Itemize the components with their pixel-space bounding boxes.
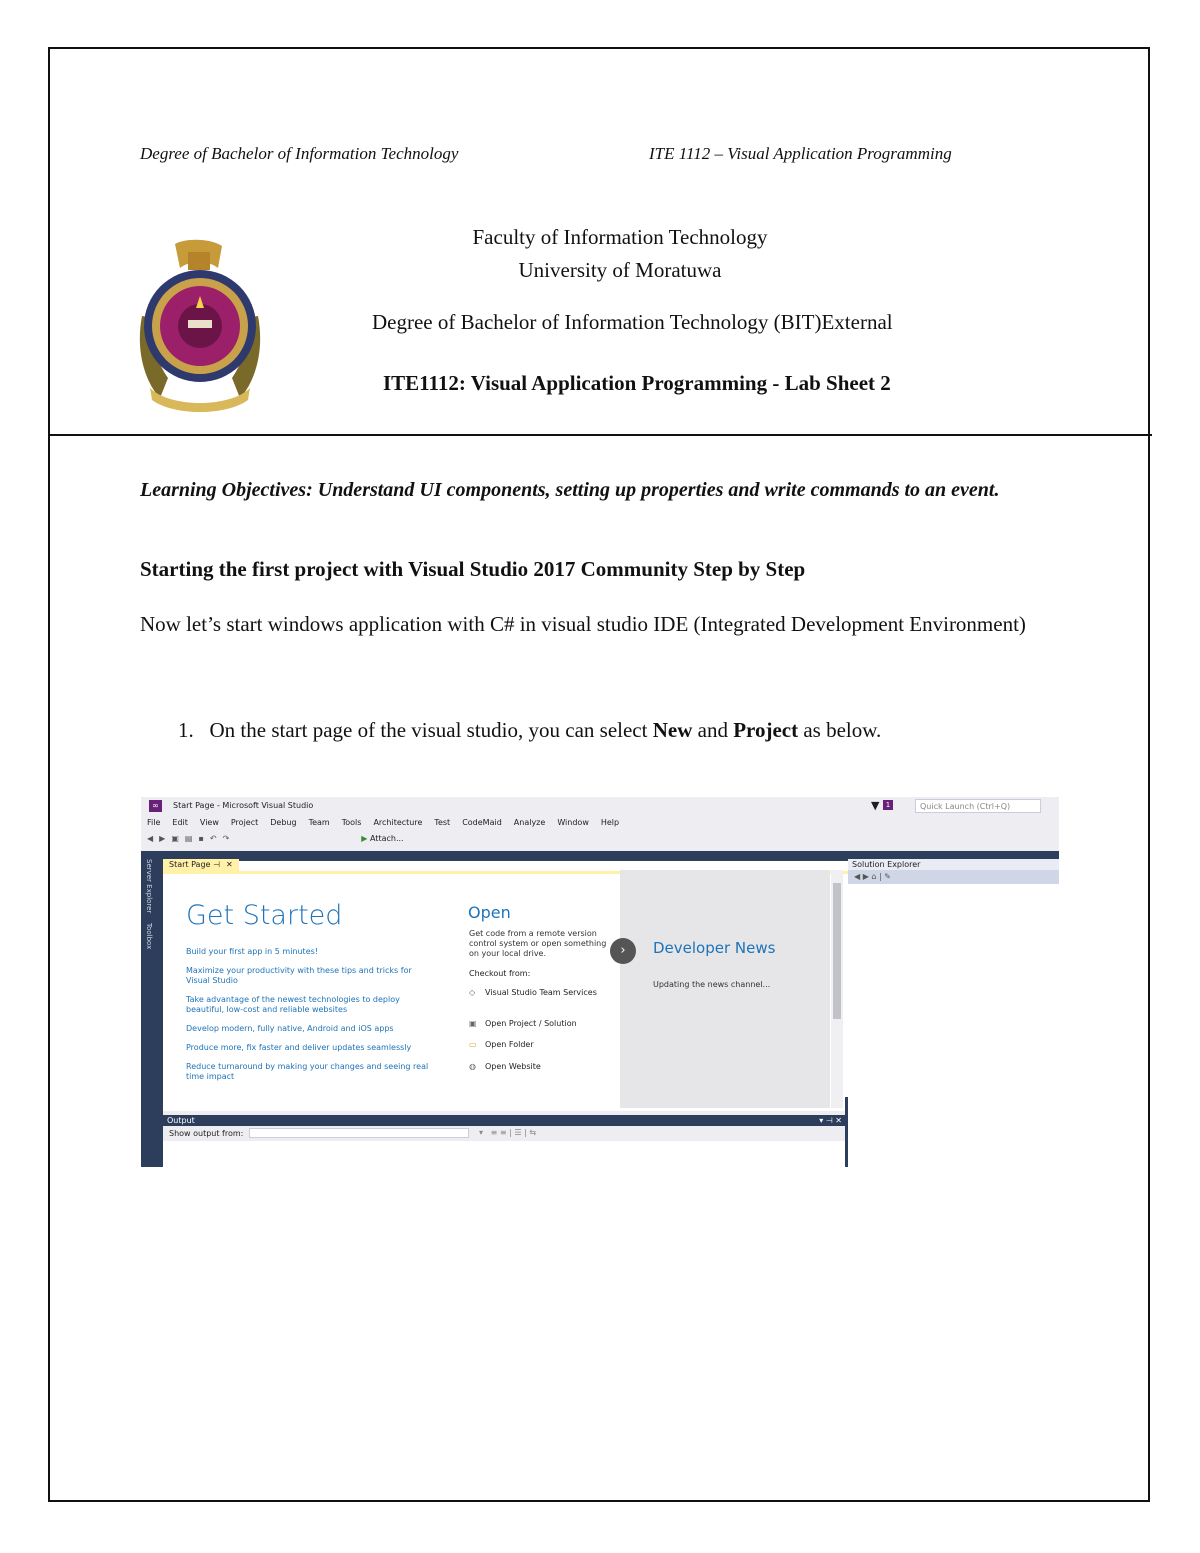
step-new: New (652, 718, 693, 742)
toolbox-tab[interactable]: Toolbox (145, 923, 153, 950)
open-item-label: Open Folder (485, 1040, 534, 1049)
university-name: University of Moratuwa (518, 258, 722, 282)
output-body (163, 1141, 848, 1167)
running-header-right: ITE 1112 – Visual Application Programming (649, 144, 952, 163)
notification-badge[interactable]: 1 (883, 800, 893, 810)
step-and: and (692, 718, 734, 742)
panel-splitter[interactable] (845, 1097, 848, 1167)
globe-icon: ◍ (469, 1062, 476, 1071)
output-window-controls[interactable]: ▾ ⊣ ✕ (819, 1116, 842, 1125)
gs-link[interactable]: Reduce turnaround by making your changes and seeing real time impact (186, 1062, 429, 1081)
forward-icon[interactable]: ▶ (159, 834, 166, 843)
filter-icon[interactable]: ▼ (871, 799, 880, 812)
learning-objectives: Learning Objectives: Understand UI components, setting up properties and write commands to an event. (140, 479, 1000, 501)
se-home-icon[interactable]: ⌂ (871, 872, 877, 881)
attach-button[interactable] (361, 834, 403, 848)
solution-explorer-body (848, 884, 1059, 1167)
vs-logo-icon: ∞ (149, 800, 162, 812)
menu-help[interactable]: Help (600, 818, 620, 827)
pin-icon[interactable]: ⊣ (213, 860, 220, 869)
get-started-title: Get Started (186, 900, 343, 931)
output-source-bar (163, 1126, 848, 1141)
developer-news-title: Developer News (653, 939, 776, 957)
open-item-project[interactable] (469, 1019, 577, 1028)
solution-explorer-toolbar: ◀ ▶ ⌂ | ✎ (848, 870, 1059, 884)
project-icon: ▣ (469, 1019, 477, 1028)
open-item-vsts[interactable] (469, 988, 597, 997)
expand-news-button[interactable]: › (610, 938, 636, 964)
step-text: On the start page of the visual studio, you can select (209, 718, 653, 742)
open-item-folder[interactable] (469, 1040, 534, 1049)
university-emblem (130, 238, 270, 416)
output-tools[interactable]: ▾ ≡ ≡ | ☰ | ⇆ (479, 1128, 537, 1137)
course-title: ITE1112: Visual Application Programming - Lab Sheet 2 (383, 371, 891, 395)
menu-view[interactable]: View (199, 818, 219, 827)
vs-screenshot (141, 797, 1059, 1167)
menu-debug[interactable]: Debug (270, 818, 297, 827)
quick-launch-input[interactable]: Quick Launch (Ctrl+Q) (915, 799, 1041, 813)
menu-edit[interactable]: Edit (172, 818, 188, 827)
gs-link[interactable]: Develop modern, fully native, Android and iOS apps (186, 1024, 394, 1033)
menu-window[interactable]: Window (557, 818, 589, 827)
scrollbar-thumb[interactable] (833, 883, 841, 1019)
vs-left-tabs (141, 851, 163, 1167)
menu-codemaid[interactable]: CodeMaid (462, 818, 502, 827)
open-item-website[interactable] (469, 1062, 541, 1071)
open-item-label: Open Website (485, 1062, 541, 1071)
attach-label: Attach... (369, 834, 404, 843)
menu-tools[interactable]: Tools (341, 818, 362, 827)
output-panel-title (163, 1115, 848, 1126)
step-number: 1. (178, 718, 194, 742)
open-item-label: Visual Studio Team Services (485, 988, 597, 997)
vs-menubar (147, 818, 619, 830)
open-title: Open (468, 903, 511, 922)
tab-label: Start Page (169, 860, 211, 869)
se-back-icon[interactable]: ◀ (854, 872, 861, 881)
save-icon[interactable]: ▪ (198, 834, 204, 843)
close-icon[interactable]: ✕ (225, 860, 233, 869)
solution-explorer-title: Solution Explorer (848, 859, 1059, 870)
wrench-icon[interactable]: ✎ (884, 872, 891, 881)
news-status: Updating the news channel... (653, 980, 771, 989)
vsts-icon: ◇ (469, 988, 476, 997)
gs-link[interactable]: Build your first app in 5 minutes! (186, 947, 318, 956)
header-divider (48, 434, 1152, 436)
output-source-label: Show output from: (169, 1129, 244, 1138)
menu-analyze[interactable]: Analyze (513, 818, 546, 827)
running-header-left: Degree of Bachelor of Information Technology (140, 144, 459, 163)
vs-toolbar (147, 834, 404, 848)
server-explorer-tab[interactable]: Server Explorer (145, 859, 153, 914)
faculty-name: Faculty of Information Technology (472, 225, 768, 249)
open-item-label: Open Project / Solution (485, 1019, 577, 1028)
open-file-icon[interactable]: ▤ (184, 834, 193, 843)
vs-window-title: Start Page - Microsoft Visual Studio (173, 801, 314, 810)
menu-team[interactable]: Team (308, 818, 330, 827)
checkout-label: Checkout from: (469, 969, 531, 978)
step-1 (178, 718, 881, 743)
degree-name: Degree of Bachelor of Information Technology (BIT)External (372, 310, 893, 334)
gs-link[interactable]: Take advantage of the newest technologies to deploy beautiful, low-cost and reliable websites (186, 995, 400, 1014)
output-title: Output (167, 1116, 195, 1125)
menu-test[interactable]: Test (434, 818, 451, 827)
gs-link[interactable]: Produce more, fix faster and deliver updates seamlessly (186, 1043, 412, 1052)
step-suffix: as below. (798, 718, 882, 742)
output-source-select[interactable] (249, 1128, 469, 1138)
vs-titlebar (141, 797, 1059, 815)
undo-icon[interactable]: ↶ (209, 834, 217, 843)
folder-icon: ▭ (469, 1040, 477, 1049)
open-description: Get code from a remote version control system or open something on your local drive. (469, 929, 607, 958)
developer-news-panel (620, 870, 830, 1108)
back-icon[interactable]: ◀ (147, 834, 154, 843)
step-project: Project (733, 718, 799, 742)
tab-start-page[interactable] (163, 859, 239, 871)
play-icon: ▶ (361, 834, 368, 843)
gs-link[interactable]: Maximize your productivity with these tips and tricks for Visual Studio (186, 966, 412, 985)
get-started-links (186, 947, 431, 1091)
new-project-icon[interactable]: ▣ (171, 834, 179, 843)
menu-project[interactable]: Project (230, 818, 259, 827)
intro-paragraph: Now let’s start windows application with C# in visual studio IDE (Integrated Development Environment) (140, 612, 1026, 636)
se-forward-icon[interactable]: ▶ (862, 872, 869, 881)
menu-architecture[interactable]: Architecture (373, 818, 423, 827)
menu-file[interactable]: File (147, 818, 161, 827)
redo-icon[interactable]: ↷ (222, 834, 230, 843)
section-heading: Starting the first project with Visual Studio 2017 Community Step by Step (140, 557, 806, 581)
